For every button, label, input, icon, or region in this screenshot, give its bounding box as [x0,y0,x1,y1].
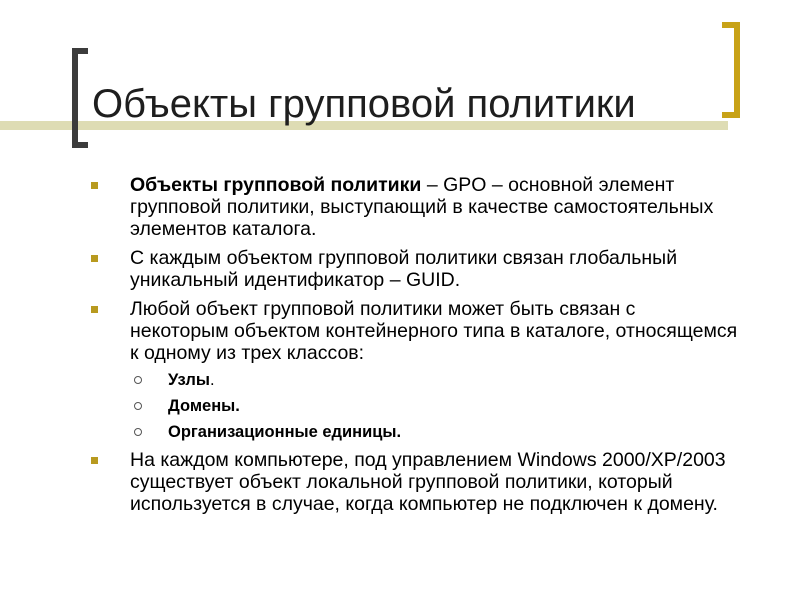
bullet-item [88,449,738,515]
bullet-text: С каждым объектом групповой политики связан глобальный уникальный идентификатор – GUID. [130,247,678,291]
sub-bullet-bold: Узлы [168,371,210,389]
sub-bullet-item [130,370,738,390]
right-bracket-decoration [722,22,740,118]
square-bullet-icon [91,457,98,464]
sub-bullet-bold: Домены. [168,397,240,415]
slide-title: Объекты групповой политики [92,82,636,126]
square-bullet-icon [91,255,98,262]
sub-bullet-suffix: . [210,371,215,389]
circle-bullet-icon [134,376,142,384]
sub-bullet-list [130,370,738,442]
circle-bullet-icon [134,428,142,436]
sub-bullet-item [130,422,738,442]
square-bullet-icon [91,182,98,189]
bullet-item [88,247,738,291]
bullet-item [88,174,738,240]
slide-content [88,174,738,522]
left-bracket-decoration [72,48,88,148]
bullet-bold-lead: Объекты групповой политики [130,174,422,196]
sub-bullet-item [130,396,738,416]
circle-bullet-icon [134,402,142,410]
square-bullet-icon [91,306,98,313]
bullet-text: Любой объект групповой политики может быть связан с некоторым объектом контейнерного типа в каталоге, относящемся к одному из трех классов: [130,298,738,364]
bullet-item [88,298,738,442]
bullet-text: На каждом компьютере, под управлением Windows 2000/XP/2003 существует объект локальной групповой политики, который используется в случае, когда компьютер не подключен к домену. [130,449,726,515]
sub-bullet-bold: Организационные единицы. [168,423,402,441]
bullet-list [88,174,738,515]
bullet-text: – GPO – основной элемент групповой политики, выступающий в качестве самостоятельных элементов каталога. [130,174,714,240]
